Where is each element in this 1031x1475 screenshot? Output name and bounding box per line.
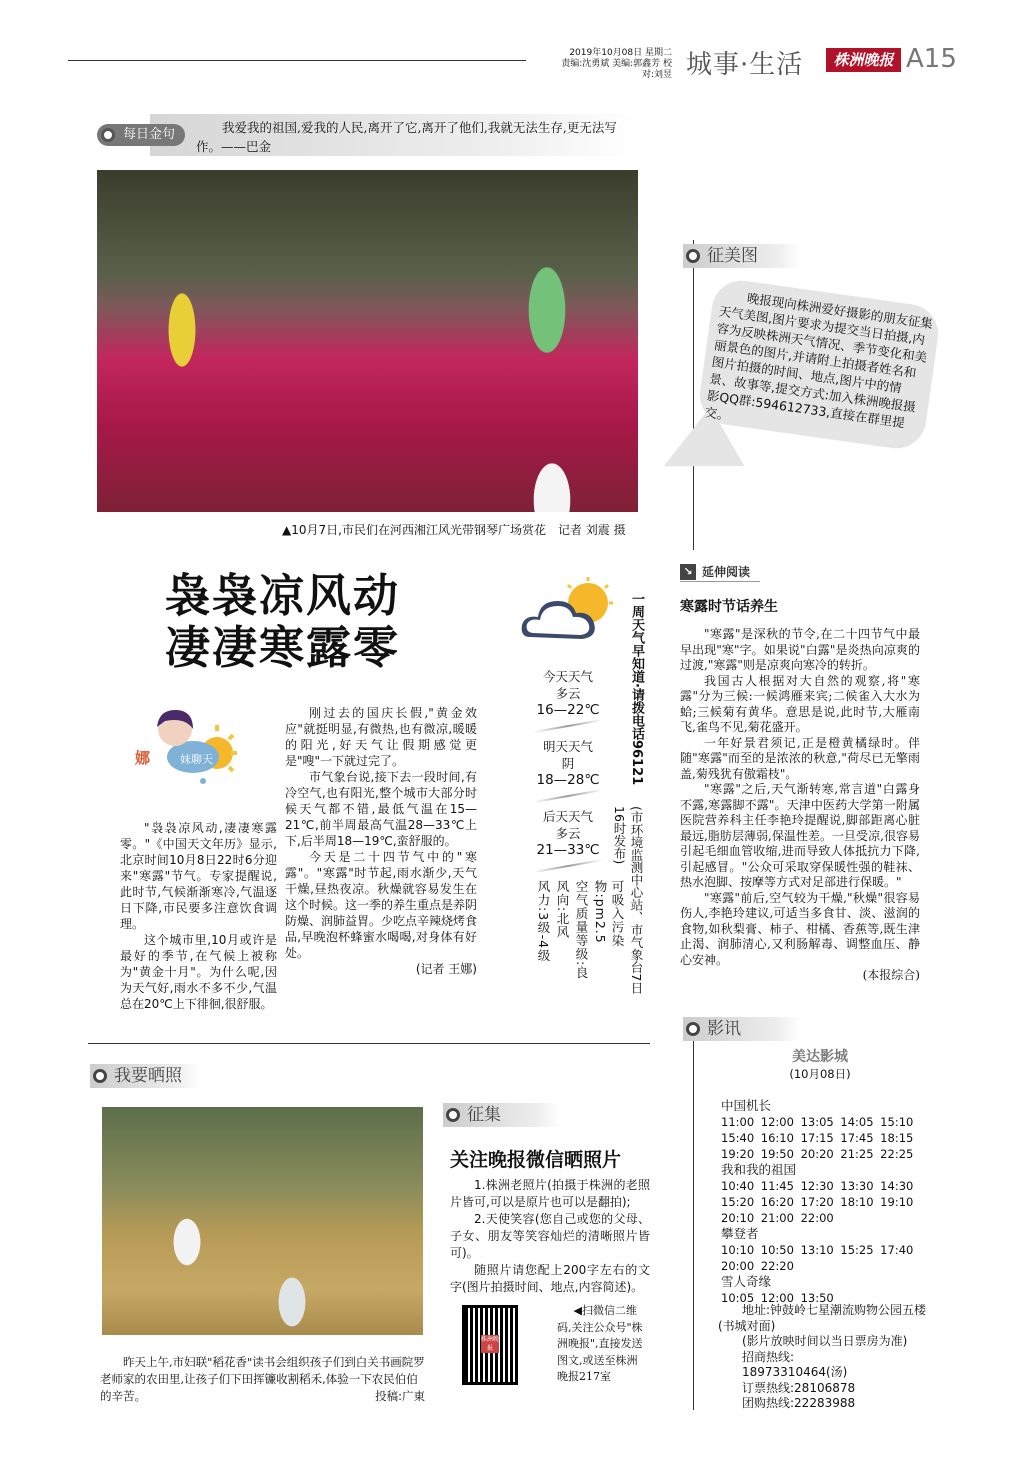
section-rule <box>88 1043 650 1044</box>
extended-label: 延伸阅读 <box>702 565 751 579</box>
byline: (记者 王娜) <box>415 962 477 976</box>
movie-item <box>700 1226 940 1274</box>
pollutant: 可吸入污染物:pm2.5 <box>593 880 625 948</box>
column-divider <box>693 240 694 550</box>
flower-field-photo <box>97 170 638 512</box>
paragraph: 2.天使笑容(您自己或您的父母、子女、朋友等笑容灿烂的清晰照片皆可)。 <box>450 1212 650 1260</box>
section-title: 城事·生活 <box>686 50 804 80</box>
divider <box>533 859 602 873</box>
article-source: (本报综合) <box>862 968 920 982</box>
day-condition: 多云 <box>555 826 581 841</box>
bullet-icon <box>93 1069 107 1083</box>
photo-credit: 投稿:广東 <box>375 1389 425 1403</box>
day-condition: 阴 <box>561 756 575 771</box>
zhengji-body <box>450 1177 650 1296</box>
cinema-note: (影片放映时间以当日票房为准) <box>742 1334 908 1348</box>
movie-title: 我和我的祖国 <box>721 1162 797 1177</box>
paragraph: 市气象台说,接下去一段时间,有冷空气,也有阳光,整个城市大部分时候天气都不错,最低气温在15—21℃,前半周最高气温28—33℃上下,后半周18—19℃,蛮舒服的。 <box>285 770 477 848</box>
qr-instructions: ◀扫微信二维码,关注公众号"株洲晚报",直接发送图文,或送至株洲晚报217室 <box>557 1304 643 1383</box>
wind-direction: 风向:北风 <box>555 880 570 940</box>
day-label: 明天天气 <box>542 739 593 754</box>
air-quality <box>535 880 626 1005</box>
day-condition: 多云 <box>555 686 581 701</box>
group-hotline: 团购热线:22283988 <box>742 1396 856 1410</box>
movie-item <box>700 1098 940 1162</box>
qr-logo: 株洲晚报 <box>481 1336 500 1352</box>
paragraph: 我国古人根据对大自然的观察,将"寒露"分为三候:一候鸿雁来宾;二候雀入大水为蛤;三候菊有黄华。意思是说,此时节,大雁南飞,雀鸟不见,菊花盛开。 <box>680 673 920 734</box>
showtimes: 10:10 10:50 13:10 15:25 17:40 20:00 22:20 <box>721 1243 914 1273</box>
paragraph: "寒露"之后,天气渐转寒,常言道"白露身不露,寒露脚不露"。天津中医药大学第一附属医院营养科主任李艳玲提醒说,脚部距离心脏最远,脂肪层薄弱,保温性差。一旦受凉,很容易引起毛细血管收缩,进而导致人体抵抗力下降,引起感冒。"公众可采取穿保暖性强的鞋袜、热水泡脚、按摩等方式对足部进行保暖。" <box>680 782 920 889</box>
zhengji-label: 征集 <box>467 1105 501 1125</box>
shaizhao-caption <box>100 1354 425 1405</box>
paragraph: "袅袅凉风动,凄凄寒露零。"《中国天文年历》显示,北京时间10月8日22时6分迎来"寒露"节气。专家提醒说,此时节,气候渐渐寒冷,气温逐日下降,市民要多注意饮食调理。 <box>120 821 277 931</box>
biz-hotline: 18973310464(汤) <box>742 1365 848 1379</box>
article-title: 寒露时节话养生 <box>680 599 778 615</box>
forecast-today <box>528 668 608 738</box>
ticket-hotline: 订票热线:28106878 <box>742 1380 856 1395</box>
arrow-icon: ↘ <box>680 564 696 580</box>
cinema-listing <box>700 1048 940 1306</box>
weather-title: 一周天气早知道·请拨电话96121 <box>629 592 644 786</box>
listing-date: (10月08日) <box>789 1067 851 1081</box>
quote-label <box>97 124 185 146</box>
movie-title: 攀登者 <box>721 1226 759 1241</box>
paragraph: 今天是二十四节气中的"寒露"。"寒露"时节起,雨水渐少,天气干燥,昼热夜凉。秋燥就容易发生在这个时候。这一季的养生重点是养阴防燥、润肺益胃。少吃点辛辣烧烤食品,早晚泡杯蜂蜜水喝喝,对身体有好处。 <box>285 850 478 960</box>
air-grade: 空气质量等级:良 <box>574 880 589 980</box>
paragraph: "寒露"前后,空气较为干燥,"秋燥"很容易伤人,李艳玲建议,可适当多食甘、淡、滋润的食物,如秋梨膏、柿子、柑橘、香蕉等,既生津止渴、润肺清心,又利肠解毒、调整血压、静心安神。 <box>680 890 920 967</box>
movie-title: 中国机长 <box>721 1098 772 1113</box>
column-divider <box>693 1018 694 1410</box>
photo-caption: ▲10月7日,市民们在河西湘江风光带钢琴广场赏花 记者 刘震 摄 <box>282 523 626 537</box>
paragraph: 随照片请您配上200字左右的文字(图片拍摄时间、地点,内容简述)。 <box>450 1263 650 1294</box>
biz-hotline-label: 招商热线: <box>742 1349 795 1364</box>
cinema-header <box>683 1017 801 1041</box>
issue-date: 2019年10月08日 星期二 <box>569 48 672 58</box>
cinema-name: 美达影城 <box>792 1049 848 1065</box>
main-article-left <box>120 820 277 1012</box>
cinema-label: 影讯 <box>707 1019 741 1039</box>
bullet-icon <box>446 1108 460 1122</box>
wind-force: 风力:3级-4级 <box>536 880 551 963</box>
zhengji-title: 关注晚报微信晒照片 <box>450 1149 622 1171</box>
caption-text: 昨天上午,市妇联"稻花香"读书会组织孩子们到白关书画院罗老师家的农田里,让孩子们下田挥镰收割稻禾,体验一下农民伯伯的辛苦。 <box>100 1355 425 1403</box>
header-rule <box>68 60 526 61</box>
cinema-address: 地址:钟鼓岭七星潮流购物公园五楼(书城对面) <box>718 1303 927 1333</box>
weather-forecast <box>528 668 608 878</box>
weather-issued: (市环境监测中心站、市气象台7日16时发布) <box>612 806 644 994</box>
showtimes: 10:40 11:45 12:30 13:30 14:30 15:20 16:20 17:20 18:10 19:10 20:10 21:00 22:00 <box>721 1179 914 1225</box>
editor-credits: 责编:沈勇斌 美编:郭鑫芳 校对:刘昱 <box>561 59 672 80</box>
cinema-info <box>718 1303 932 1412</box>
main-article-mid <box>285 705 477 977</box>
day-temp: 16—22℃ <box>536 702 600 718</box>
main-headline <box>165 570 400 674</box>
paragraph: 1.株洲老照片(拍摄于株洲的老照片皆可,可以是原片也可以是翻拍); <box>450 1178 650 1209</box>
day-label: 今天天气 <box>542 669 593 684</box>
paragraph: 这个城市里,10月或许是最好的季节,在气候上被称为"黄金十月"。为什么呢,因为天气好,雨水不多不少,气温总在20℃上下徘徊,很舒服。 <box>120 933 277 1011</box>
zhengmeitu-header <box>683 244 801 268</box>
paragraph: 一年好景君须记,正是橙黄橘绿时。伴随"寒露"而至的是浓浓的秋意,"荷尽已无擎雨盖,菊残犹有傲霜枝"。 <box>680 735 920 781</box>
movie-item <box>700 1162 940 1226</box>
forecast-tomorrow <box>528 738 608 808</box>
headline-line-2: 凄凄寒露零 <box>165 621 401 674</box>
showtimes: 11:00 12:00 13:05 14:05 15:10 15:40 16:10 17:15 17:45 18:15 19:20 19:50 20:20 21:25 22:25 <box>721 1115 914 1161</box>
partly-cloudy-icon <box>520 575 615 647</box>
movie-item <box>700 1274 940 1306</box>
rice-harvest-photo <box>102 1107 423 1335</box>
shaizhao-header <box>90 1064 200 1088</box>
zhengmeitu-label: 征美图 <box>707 246 758 266</box>
daily-quote: 我爱我的祖国,爱我的人民,离开了它,离开了他们,我就无法生存,更无法写作。——巴金 <box>196 120 617 154</box>
extended-article <box>680 627 920 984</box>
newspaper-logo: 株洲晚报 <box>826 48 901 72</box>
bullet-icon <box>686 249 700 263</box>
zhengmeitu-text: 晚报现向株洲爱好摄影的朋友征集天气美图,图片要求为提交当日拍摄,内容为反映株洲天气情况、季节变化和美丽景色的图片,并请附上拍摄者姓名和图片拍摄的时间、地点,图片中的情景、故事等,提交方式:加入株洲晚报摄影QQ群:594612733,直接在群里提交。 <box>703 290 934 431</box>
column-avatar-logo <box>125 705 240 790</box>
divider <box>533 789 602 803</box>
header-meta <box>560 48 672 81</box>
day-label: 后天天气 <box>542 809 593 824</box>
day-temp: 18—28℃ <box>536 772 600 788</box>
showtimes: 10:05 12:00 13:50 <box>721 1291 834 1305</box>
avatar-text-rest: 妹聊天 <box>180 753 213 766</box>
bullet-icon <box>686 1022 700 1036</box>
movie-title: 雪人奇缘 <box>721 1274 772 1289</box>
avatar-text: 娜 <box>135 749 151 767</box>
headline-line-1: 袅袅凉风动 <box>165 569 401 622</box>
forecast-day-after <box>528 808 608 878</box>
bullet-icon <box>101 128 115 142</box>
zhengji-header <box>443 1103 561 1127</box>
page-number: A15 <box>906 44 957 74</box>
paragraph: "寒露"是深秋的节令,在二十四节气中最早出现"寒"字。如果说"白露"是炎热向凉爽的过渡,"寒露"则是凉爽向寒冷的转折。 <box>680 627 920 672</box>
day-temp: 21—33℃ <box>536 842 600 858</box>
divider <box>533 719 602 733</box>
shaizhao-label: 我要晒照 <box>114 1066 182 1086</box>
paragraph: 刚过去的国庆长假,"黄金效应"就挺明显,有微热,也有微凉,暖暖的阳光,好天气让假期感觉更是"嗖"一下就过完了。 <box>285 706 477 768</box>
extended-reading-header <box>680 562 760 582</box>
quote-label-text: 每日金句 <box>123 127 176 142</box>
